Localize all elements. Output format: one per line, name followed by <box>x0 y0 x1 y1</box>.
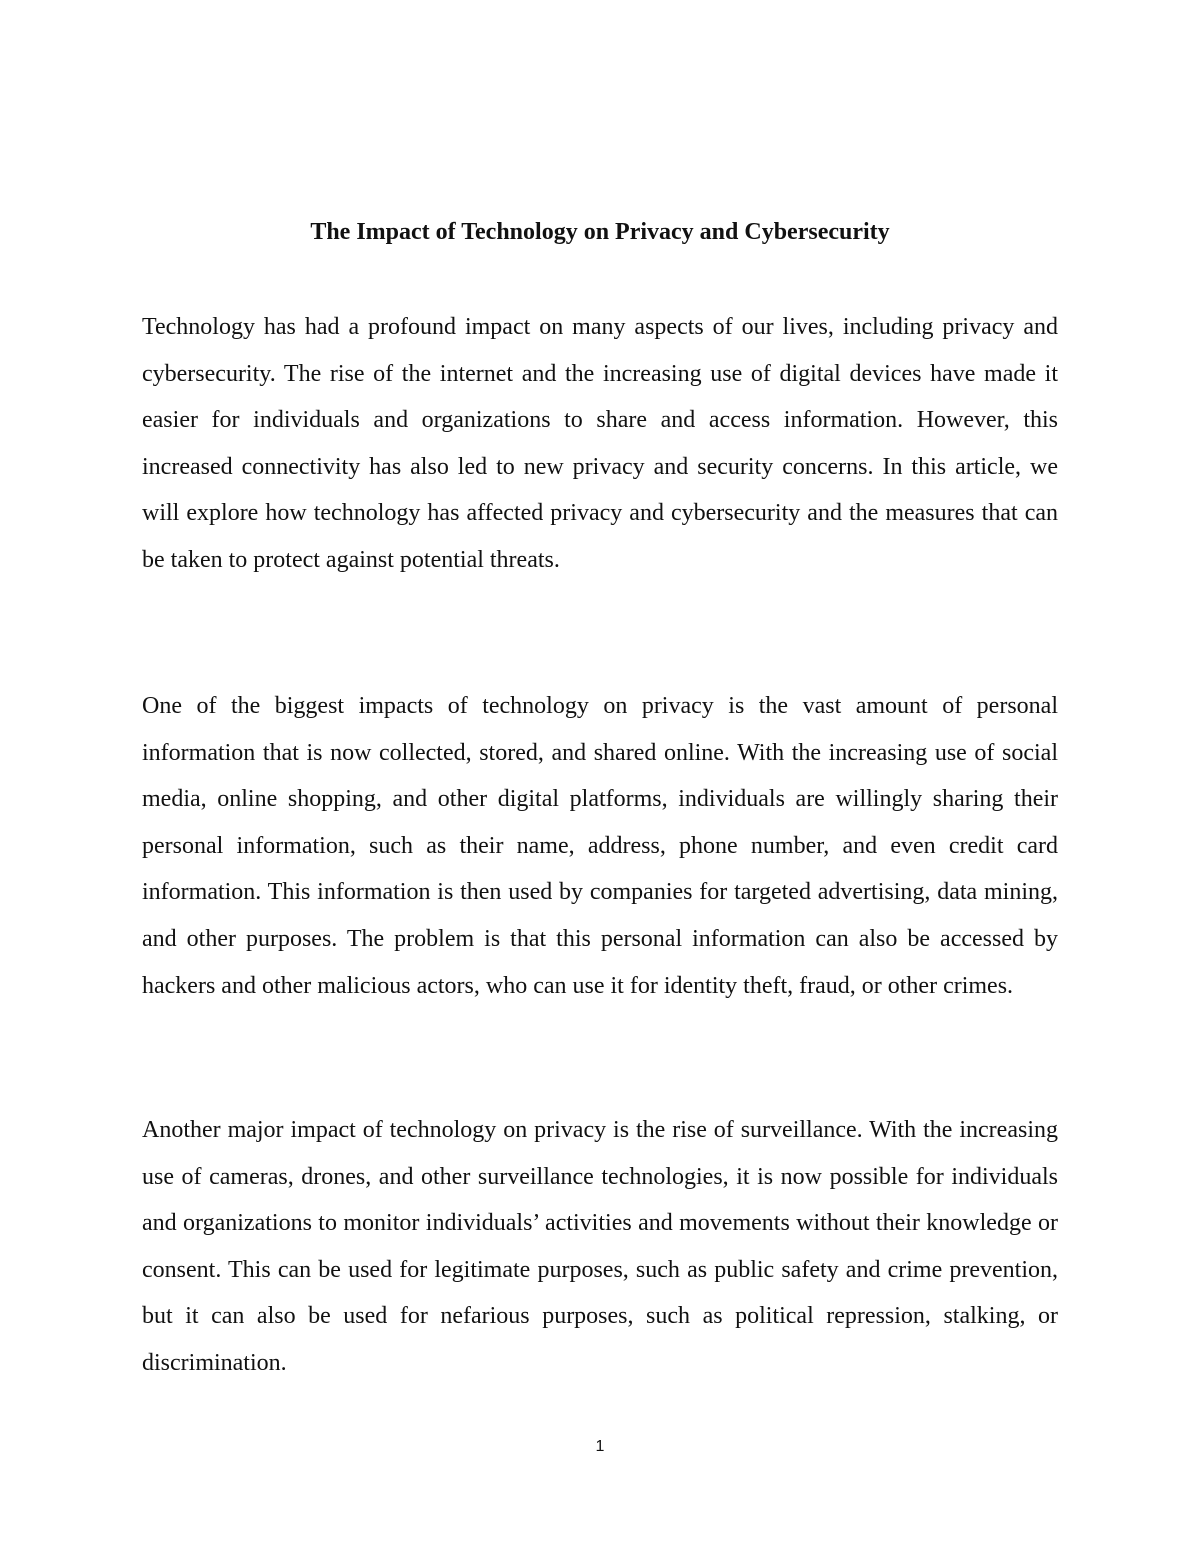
paragraph-2: One of the biggest impacts of technology on privacy is the vast amount of personal information that is now collected, stored, and shared online. With the increasing use of social media, online shopping, and other digital platforms, individuals are willingly sharing their personal information, such as their name, address, phone number, and even credit card information. This information is then used by companies for targeted advertising, data mining, and other purposes. The problem is that this personal information can also be accessed by hackers and other malicious actors, who can use it for identity theft, fraud, or other crimes. <box>142 693 1058 999</box>
page-number: 1 <box>595 1438 605 1455</box>
document-title: The Impact of Technology on Privacy and Cybersecurity <box>310 219 890 245</box>
paragraph-3: Another major impact of technology on privacy is the rise of surveillance. With the increasing use of cameras, drones, and other surveillance technologies, it is now possible for individuals and organizations to monitor individuals’ activities and movements without their knowledge or consent. This can be used for legitimate purposes, such as public safety and crime prevention, but it can also be used for nefarious purposes, such as political repression, stalking, or discrimination. <box>142 1117 1058 1376</box>
paragraph-1: Technology has had a profound impact on many aspects of our lives, including privacy and cybersecurity. The rise of the internet and the increasing use of digital devices have made it easier for individuals and organizations to share and access information. However, this increased connectivity has also led to new privacy and security concerns. In this article, we will explore how technology has affected privacy and cybersecurity and the measures that can be taken to protect against potential threats. <box>142 314 1058 573</box>
